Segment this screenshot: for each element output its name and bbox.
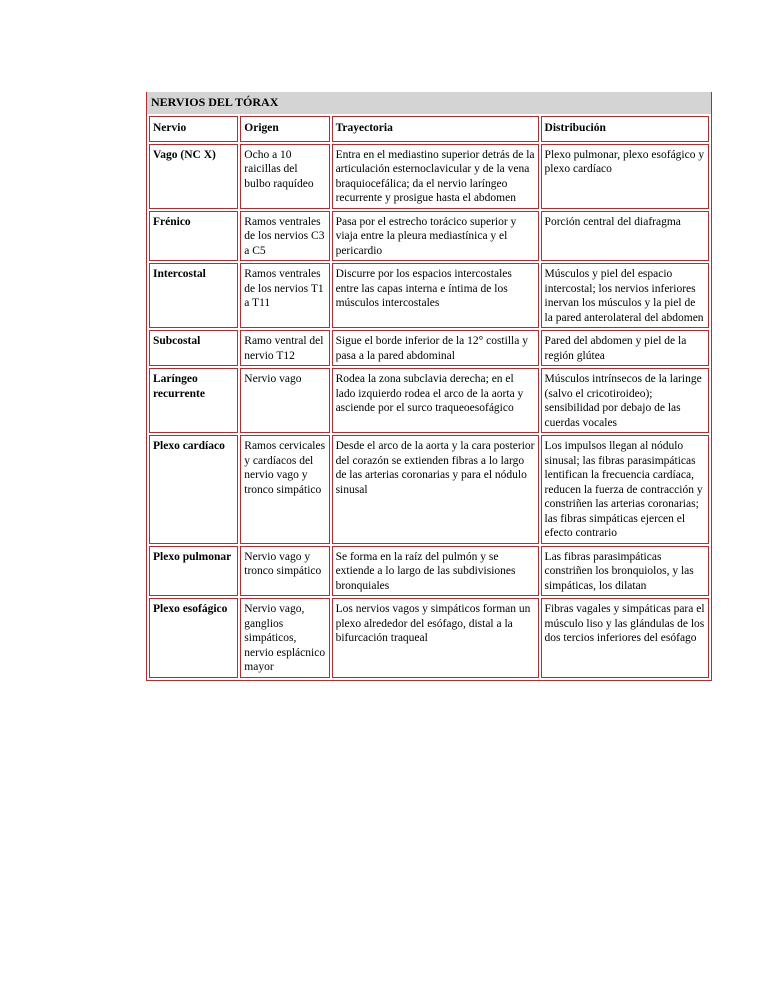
cell-trayectoria: Los nervios vagos y simpáticos forman un plexo alrededor del esófago, distal a la bifurcación traqueal	[332, 598, 539, 678]
header-row	[149, 116, 709, 142]
table-row	[149, 368, 709, 433]
header-origen: Origen	[240, 116, 329, 142]
cell-nervio: Vago (NC X)	[149, 144, 238, 209]
table-row	[149, 330, 709, 366]
table-row	[149, 211, 709, 262]
header-distribucion: Distribución	[541, 116, 709, 142]
cell-origen: Ramos ventrales de los nervios C3 a C5	[240, 211, 329, 262]
cell-distribucion: Plexo pulmonar, plexo esofágico y plexo cardíaco	[541, 144, 709, 209]
cell-nervio: Subcostal	[149, 330, 238, 366]
cell-trayectoria: Rodea la zona subclavia derecha; en el lado izquierdo rodea el arco de la aorta y asciende por el surco traqueoesofágico	[332, 368, 539, 433]
table-row	[149, 598, 709, 678]
cell-trayectoria: Discurre por los espacios intercostales entre las capas interna e íntima de los músculos intercostales	[332, 263, 539, 328]
header-nervio: Nervio	[149, 116, 238, 142]
cell-origen: Ocho a 10 raicillas del bulbo raquídeo	[240, 144, 329, 209]
nerves-table	[146, 114, 712, 681]
cell-nervio: Plexo esofágico	[149, 598, 238, 678]
table-row	[149, 435, 709, 544]
cell-trayectoria: Pasa por el estrecho torácico superior y viaja entre la pleura mediastínica y el pericardio	[332, 211, 539, 262]
cell-distribucion: Porción central del diafragma	[541, 211, 709, 262]
table-row	[149, 263, 709, 328]
header-trayectoria: Trayectoria	[332, 116, 539, 142]
cell-origen: Ramo ventral del nervio T12	[240, 330, 329, 366]
cell-nervio: Plexo cardíaco	[149, 435, 238, 544]
cell-origen: Ramos cervicales y cardíacos del nervio vago y tronco simpático	[240, 435, 329, 544]
cell-trayectoria: Se forma en la raíz del pulmón y se extiende a lo largo de las subdivisiones bronquiales	[332, 546, 539, 597]
cell-distribucion: Músculos intrínsecos de la laringe (salvo el cricotiroideo); sensibilidad por debajo de las cuerdas vocales	[541, 368, 709, 433]
cell-distribucion: Músculos y piel del espacio intercostal; los nervios inferiores inervan los músculos y la piel de la pared anterolateral del abdomen	[541, 263, 709, 328]
nerves-table-container	[146, 92, 712, 681]
cell-distribucion: Las fibras parasimpáticas constriñen los bronquiolos, y las simpáticas, los dilatan	[541, 546, 709, 597]
table-row	[149, 144, 709, 209]
cell-nervio: Frénico	[149, 211, 238, 262]
cell-trayectoria: Entra en el mediastino superior detrás de la articulación esternoclavicular y de la vena braquiocefálica; da el nervio laríngeo recurrente y prosigue hasta el abdomen	[332, 144, 539, 209]
cell-nervio: Plexo pulmonar	[149, 546, 238, 597]
cell-nervio: Intercostal	[149, 263, 238, 328]
cell-distribucion: Fibras vagales y simpáticas para el músculo liso y las glándulas de los dos tercios inferiores del esófago	[541, 598, 709, 678]
cell-origen: Ramos ventrales de los nervios T1 a T11	[240, 263, 329, 328]
cell-origen: Nervio vago y tronco simpático	[240, 546, 329, 597]
cell-trayectoria: Desde el arco de la aorta y la cara posterior del corazón se extienden fibras a lo largo de las arterias coronarias y para el nódulo sinusal	[332, 435, 539, 544]
cell-nervio: Laríngeo recurrente	[149, 368, 238, 433]
cell-distribucion: Pared del abdomen y piel de la región glútea	[541, 330, 709, 366]
cell-origen: Nervio vago, ganglios simpáticos, nervio esplácnico mayor	[240, 598, 329, 678]
cell-trayectoria: Sigue el borde inferior de la 12° costilla y pasa a la pared abdominal	[332, 330, 539, 366]
cell-origen: Nervio vago	[240, 368, 329, 433]
table-title: NERVIOS DEL TÓRAX	[146, 92, 712, 114]
table-row	[149, 546, 709, 597]
cell-distribucion: Los impulsos llegan al nódulo sinusal; las fibras parasimpáticas lentifican la frecuencia cardíaca, reducen la fuerza de contracción y constriñen las arterias coronarias; las fibras simpáticas ejercen el efecto contrario	[541, 435, 709, 544]
